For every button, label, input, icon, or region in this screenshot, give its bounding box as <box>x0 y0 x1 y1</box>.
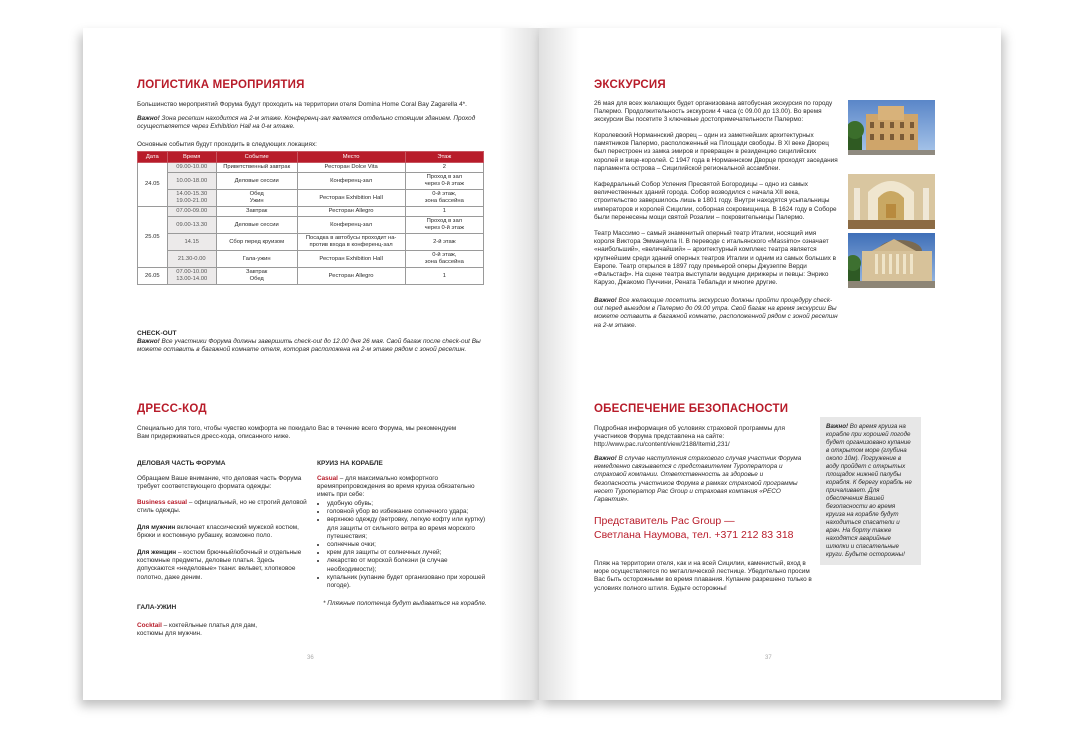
date-cell: 24.05 <box>138 163 168 207</box>
cruise-title: КРУИЗ НА КОРАБЛЕ <box>317 460 383 467</box>
schedule-table <box>137 151 484 285</box>
place-cell: Ресторан Allegro <box>297 207 405 217</box>
women-dress <box>137 549 309 582</box>
place-cell: Посадка в автобусы проходит на- против входа в конференц-зал <box>297 234 405 251</box>
page-number-left: 36 <box>307 655 314 661</box>
casual-label: Casual <box>317 475 338 482</box>
schedule-header-cell: Событие <box>216 152 297 163</box>
casual-text: – для максимально комфортного времяпрепровождения во время круиза обязательно иметь при себе: <box>317 475 475 499</box>
floor-cell: 1 <box>405 268 483 285</box>
list-item: • лекарство от морской болезни (в случае необходимости); <box>327 557 489 573</box>
business-casual-label: Business casual <box>137 499 188 506</box>
place-cell: Ресторан Exhibition Hall <box>297 190 405 207</box>
beach-text: Пляж на территории отеля, как и на всей Сицилии, каменистый, вход в море осуществляется по металлической лестнице. Убедительно просим Вас быть осторожными во время плавания. Купание разрешено только в условиях полного штиля. Будьте осторожны! <box>594 560 812 592</box>
excursion-palace: Королевский Норманнский дворец – один из заметнейших архитектурных памятников Палермо, расположенный на Площади свободы. В XI веке Дворец был перестроен из замка эмиров и превращен в резиденцию сицилийских королей и вице-королей. С 1947 года в Норманнском Дворце проходят заседания парламента острова – Сицилийской региональной ассамблеи. <box>594 132 838 172</box>
list-item: • удобную обувь; <box>327 500 489 508</box>
table-row <box>138 190 484 207</box>
theatre-photo <box>848 233 935 288</box>
event-cell: Деловые сессии <box>216 217 297 234</box>
time-cell: 14.00-15.30 19.00-21.00 <box>167 190 216 207</box>
time-cell: 21.30-0.00 <box>167 251 216 268</box>
excursion-cathedral: Кафедральный Собор Успения Пресвятой Богородицы – одно из самых величественных зданий города. Собор возводился с начала XII века, строительство завершилось лишь в 1801 году. Внутри находятся усыпальницы императоров и королей Сицилии, соборная сокровищница. В 1624 году в Соборе были перенесены мощи святой Розалии – покровительницы Палермо. <box>594 181 837 221</box>
list-item: • головной убор во избежание солнечного удара; <box>327 508 489 516</box>
checkout-note <box>137 338 487 354</box>
palace-photo <box>848 100 935 155</box>
contact-line-2: Светлана Наумова, тел. +371 212 83 318 <box>594 529 794 541</box>
time-cell: 07.00-10.00 13.00-14.00 <box>167 268 216 285</box>
floor-cell: 2-й этаж <box>405 234 483 251</box>
business-title: ДЕЛОВАЯ ЧАСТЬ ФОРУМА <box>137 460 226 467</box>
floor-cell: 0-й этаж, зона бассейна <box>405 190 483 207</box>
list-item: • солнечные очки; <box>327 541 489 549</box>
schedule-table-wrap <box>137 151 484 285</box>
locations-intro: Основные события будут проходить в следующих локациях: <box>137 141 317 148</box>
excursion-note-text: Все желающие посетить экскурсию должны пройти процедуру check-out перед выездом в Палермо до 09.00 утра. Свой багаж на время экскурсии Вы можете оставить в багажной комнате, расположенной рядом с зоной ресепшн на 2-м этаже. <box>594 297 838 329</box>
note-text: Зона ресепшн находится на 2-м этаже. Конференц-зал является отдельно стоящим зданием. Проход осуществляется через Exhibition Hall на 0-м этаже. <box>137 115 476 131</box>
logistics-title: ЛОГИСТИКА МЕРОПРИЯТИЯ <box>137 79 305 91</box>
business-casual-text: – официальный, но не строгий деловой стиль одежды. <box>137 499 307 515</box>
dress-title: ДРЕСС-КОД <box>137 403 207 415</box>
security-note-label: Важно! <box>594 455 617 462</box>
logistics-intro: Большинство мероприятий Форума будут проходить на территории отеля Domina Home Coral Bay Zagarella 4*. <box>137 101 467 108</box>
towels-note: * Пляжные полотенца будут выдаваться на корабле. <box>323 600 487 607</box>
page-gutter-shadow <box>539 28 579 700</box>
place-cell: Ресторан Exhibition Hall <box>297 251 405 268</box>
right-page <box>539 28 1001 700</box>
security-title: ОБЕСПЕЧЕНИЕ БЕЗОПАСНОСТИ <box>594 403 789 415</box>
table-row <box>138 234 484 251</box>
event-cell: Завтрак Обед <box>216 268 297 285</box>
event-cell: Сбор перед круизом <box>216 234 297 251</box>
table-row <box>138 173 484 190</box>
gala-title: ГАЛА-УЖИН <box>137 604 177 611</box>
date-cell: 26.05 <box>138 268 168 285</box>
excursion-title: ЭКСКУРСИЯ <box>594 79 666 91</box>
safety-sidebox <box>820 417 921 565</box>
event-cell: Гала-ужин <box>216 251 297 268</box>
checkout-title: CHECK-OUT <box>137 330 177 337</box>
schedule-header-row <box>138 152 484 163</box>
place-cell: Ресторан Dolce Vita <box>297 163 405 173</box>
time-cell: 10.00-18.00 <box>167 173 216 190</box>
event-cell: Обед Ужин <box>216 190 297 207</box>
schedule-header-cell: Дата <box>138 152 168 163</box>
page-number-right: 37 <box>765 655 772 661</box>
security-intro: Подробная информация об условиях страховой программы для участников Форума представлена на сайте: http://www.pac.ru/content/view/2188/Itemid,231/ <box>594 425 785 449</box>
event-cell: Завтрак <box>216 207 297 217</box>
excursion-note <box>594 297 838 330</box>
women-text: – костюм брючный/юбочный и отдельные костюмные предметы, деловые платья. Здесь допускаются «неделовые» ткани: вельвет, хлопковое полотно, даже деним. <box>137 549 302 581</box>
schedule-header-cell: Этаж <box>405 152 483 163</box>
logistics-note <box>137 115 482 131</box>
excursion-note-label: Важно! <box>594 297 617 304</box>
list-item: • купальник (купание будет организовано при хорошей погоде). <box>327 574 489 590</box>
floor-cell: 1 <box>405 207 483 217</box>
contact-block <box>594 514 794 542</box>
men-label: Для мужчин <box>137 524 176 531</box>
time-cell: 14.15 <box>167 234 216 251</box>
cruise-items-list <box>319 500 489 590</box>
time-cell: 07.00-09.00 <box>167 207 216 217</box>
schedule-header-cell: Время <box>167 152 216 163</box>
women-label: Для женщин <box>137 549 177 556</box>
cocktail-text: – коктейльные платья для дам, костюмы для мужчин. <box>137 622 258 638</box>
checkout-label: Важно! <box>137 338 160 345</box>
date-cell: 25.05 <box>138 207 168 268</box>
security-note-text: В случае наступления страхового случая участник Форума немедленно связывается с представителем Туроператора и страховой компании. Ответственность за здоровье и безопасность участников Форума в рамках страховой программы несет Туроператор Pac Group и страховая компания «РЕСО Гарантия». <box>594 455 802 504</box>
page-gutter-shadow <box>499 28 539 700</box>
sidebox-text: Во время круиза на корабле при хорошей погоде будет организовано купание в открытом море (глубина около 10м). Погружение в воду пройдет с открытых площадок нижней палубы корабля. К берегу корабль не причаливает. Для обеспечения Вашей безопасности во время круиза на корабле будут находиться спасатели и врач. На борту также находятся аварийные шлюпки и спасательные круги. Будьте осторожны! <box>826 423 912 558</box>
list-item: • верхнюю одежду (ветровку, легкую кофту или куртку) для защиты от сильного ветра во время морского путешествия; <box>327 516 489 541</box>
list-item: • крем для защиты от солнечных лучей; <box>327 549 489 557</box>
table-row <box>138 163 484 173</box>
note-label: Важно! <box>137 115 160 122</box>
floor-cell: 2 <box>405 163 483 173</box>
security-note <box>594 455 806 504</box>
schedule-header-cell: Место <box>297 152 405 163</box>
event-cell: Приветственный завтрак <box>216 163 297 173</box>
men-dress <box>137 524 309 540</box>
sidebox-label: Важно! <box>826 423 849 430</box>
time-cell: 09.00-10.00 <box>167 163 216 173</box>
checkout-text: Все участники Форума должны завершить check-out до 12.00 дня 26 мая. Свой багаж после check-out Вы можете оставить в багажной комнате отеля, которая расположена на 2-м этаже рядом с зоной ресепшн. <box>137 338 481 354</box>
table-row <box>138 268 484 285</box>
place-cell: Ресторан Allegro <box>297 268 405 285</box>
table-row <box>138 251 484 268</box>
floor-cell: Проход в зал через 0-й этаж <box>405 217 483 234</box>
cocktail-dress <box>137 622 309 638</box>
cruise-casual <box>317 475 483 500</box>
floor-cell: 0-й этаж, зона бассейна <box>405 251 483 268</box>
cocktail-label: Cocktail <box>137 622 162 629</box>
place-cell: Конференц-зал <box>297 173 405 190</box>
table-row <box>138 217 484 234</box>
place-cell: Конференц-зал <box>297 217 405 234</box>
business-intro: Обращаем Ваше внимание, что деловая часть Форума требует соответствующего формата одежды: <box>137 475 302 491</box>
excursion-intro: 26 мая для всех желающих будет организована автобусная экскурсия по городу Палермо. Продолжительность экскурсии 4 часа (с 09.00 до 13.00). Во время экскурсии Вы посетите 3 ключевые достопримечательности Палермо: <box>594 100 833 124</box>
men-text: включает классический мужской костюм, брюки и костюмную рубашку, возможно поло. <box>137 524 299 540</box>
event-cell: Деловые сессии <box>216 173 297 190</box>
sidebox-text-block <box>826 423 915 559</box>
time-cell: 09.00-13.30 <box>167 217 216 234</box>
excursion-theatre: Театр Массимо – самый знаменитый оперный театр Италии, носящий имя короля Виктора Эммануила II. В переводе с итальянского «Massimo» означает «наибольший», «величайший» – архитектурный комплекс театра является крупнейшим среди зданий оперных театров Италии и одним из самых больших в Европе. Театр открылся в 1897 году премьерой оперы Джузеппе Верди «Фальстаф». На сцене театра выступали ведущие дирижеры и певцы: Энрико Карузо, Джакомо Пуччини, Рената Тебальди и многие другие. <box>594 230 837 287</box>
dress-intro: Специально для того, чтобы чувство комфорта не покидало Вас в течение всего Форума, мы рекомендуем Вам придерживаться дресс-кода, описанного ниже. <box>137 425 457 441</box>
table-row <box>138 207 484 217</box>
left-page <box>83 28 539 700</box>
contact-line-1: Представитель Pac Group — <box>594 515 735 527</box>
business-casual <box>137 499 309 515</box>
cathedral-interior-photo <box>848 174 935 229</box>
floor-cell: Проход в зал через 0-й этаж <box>405 173 483 190</box>
